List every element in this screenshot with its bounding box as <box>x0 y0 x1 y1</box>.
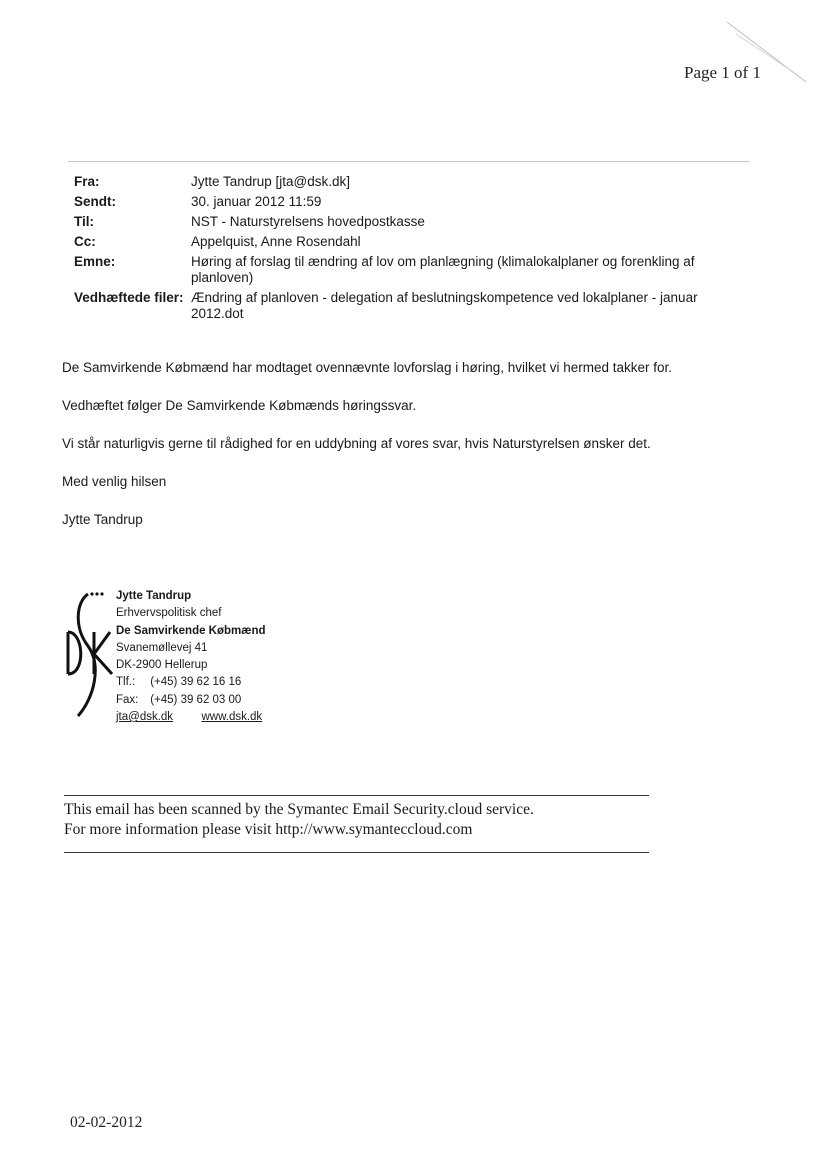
subject-value: Høring af forslag til ændring af lov om planlægning (klimalokalplaner og forenkling af planloven) <box>191 254 695 285</box>
signature-name: Jytte Tandrup <box>116 590 192 602</box>
sender-name: Jytte Tandrup <box>62 512 143 527</box>
attachment-value: Ændring af planloven - delegation af beslutningskompetence ved lokalplaner - januar 2012.dot <box>191 290 698 321</box>
page-number: Page 1 of 1 <box>684 63 761 82</box>
header-label: Fra: <box>74 174 100 189</box>
header-subject <box>74 254 734 286</box>
body-paragraph: Vedhæftet følger De Samvirkende Købmænds høringssvar. <box>62 398 417 413</box>
header-to <box>74 214 734 230</box>
signature-phone-row <box>116 674 266 691</box>
signature-organization: De Samvirkende Købmænd <box>116 624 266 637</box>
header-label: Emne: <box>74 254 116 269</box>
fax-label: Fax: <box>116 693 139 706</box>
website-link[interactable]: www.dsk.dk <box>201 711 263 724</box>
header-label: Vedhæftede filer: <box>74 290 184 305</box>
signature-title: Erhvervspolitisk chef <box>116 607 222 620</box>
email-header-block <box>74 174 734 326</box>
signature-street: Svanemøllevej 41 <box>116 641 208 654</box>
signature-city: DK-2900 Hellerup <box>116 659 208 672</box>
closing-greeting: Med venlig hilsen <box>62 474 167 489</box>
email-signature <box>64 588 364 728</box>
scan-notice-bottom-rule <box>64 852 649 853</box>
phone-label: Tlf.: <box>116 676 136 689</box>
header-cc <box>74 234 734 250</box>
recipient-value: NST - Naturstyrelsens hovedpostkasse <box>191 214 425 229</box>
body-paragraph: Vi står naturligvis gerne til rådighed for en uddybning af vores svar, hvis Naturstyrelsen ønsker det. <box>62 436 651 451</box>
signature-links-row <box>116 709 266 726</box>
header-label: Til: <box>74 214 94 229</box>
sent-date-value: 30. januar 2012 11:59 <box>191 194 322 209</box>
email-link[interactable]: jta@dsk.dk <box>116 711 174 724</box>
fax-number: (+45) 39 62 03 00 <box>150 693 242 706</box>
phone-number: (+45) 39 62 16 16 <box>150 676 242 689</box>
sender-value: Jytte Tandrup [jta@dsk.dk] <box>191 174 351 189</box>
header-sent <box>74 194 734 210</box>
email-body <box>62 359 782 549</box>
header-from <box>74 174 734 190</box>
cc-value: Appelquist, Anne Rosendahl <box>191 234 361 249</box>
footer-date: 02-02-2012 <box>70 1114 143 1131</box>
scan-notice <box>64 800 534 840</box>
scan-notice-line: This email has been scanned by the Symantec Email Security.cloud service. <box>64 801 534 818</box>
body-paragraph: De Samvirkende Købmænd har modtaget ovennævnte lovforslag i høring, hvilket vi hermed takker for. <box>62 360 673 375</box>
header-attachments <box>74 290 734 322</box>
scan-notice-line: For more information please visit http://www.symanteccloud.com <box>64 821 473 838</box>
scan-notice-top-rule <box>64 795 649 796</box>
signature-details <box>116 588 266 726</box>
header-divider <box>68 161 750 162</box>
signature-fax-row <box>116 692 266 709</box>
dsk-logo <box>64 588 116 724</box>
header-label: Sendt: <box>74 194 116 209</box>
header-label: Cc: <box>74 234 96 249</box>
